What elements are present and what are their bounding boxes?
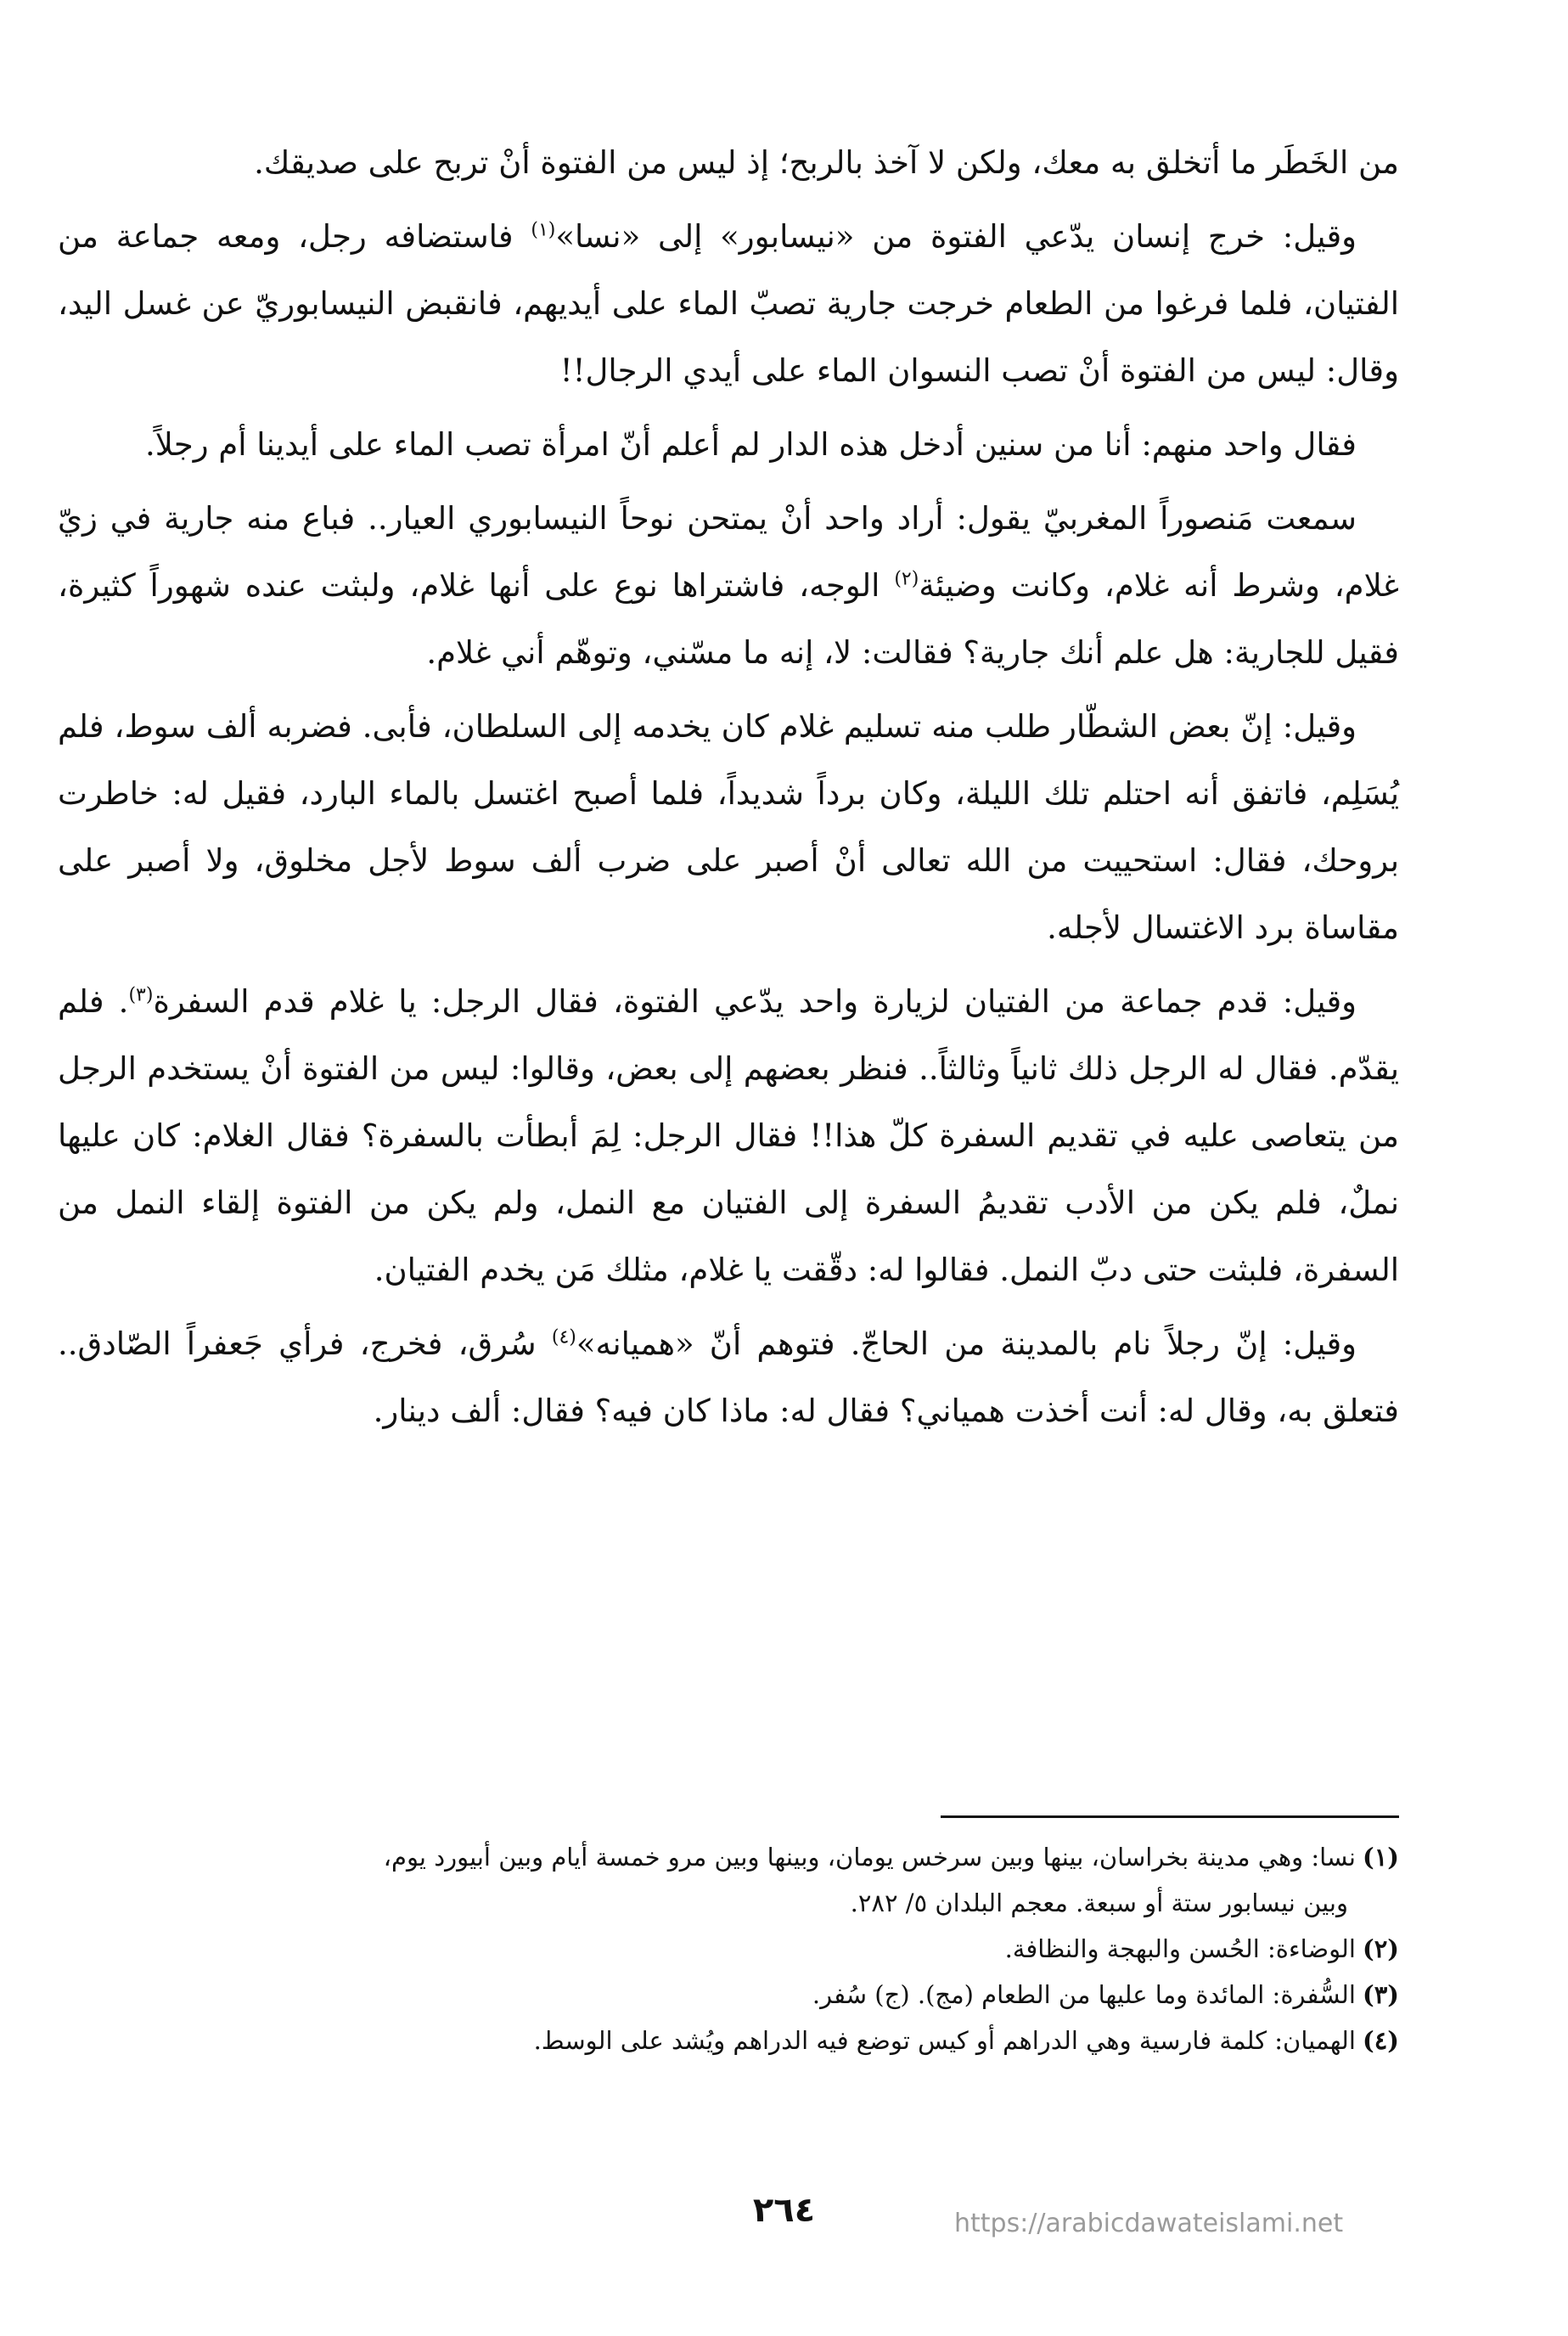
watermark: https://arabicdawateislami.net bbox=[954, 2209, 1344, 2238]
paragraph-text: وقيل: خرج إنسان يدّعي الفتوة من «نيسابور» إلى «نسا» bbox=[555, 218, 1357, 255]
paragraph-1 bbox=[58, 129, 1399, 196]
footnote-ref[interactable]: (٣) bbox=[128, 984, 154, 1006]
paragraph-text: فقال واحد منهم: أنا من سنين أدخل هذه الدار لم أعلم أنّ امرأة تصب الماء على أيدينا أم رجلاً. bbox=[144, 426, 1357, 463]
footnote-text: الهميان: كلمة فارسية وهي الدراهم أو كيس توضع فيه الدراهم ويُشد على الوسط. bbox=[533, 2026, 1356, 2055]
footnotes bbox=[58, 1834, 1399, 2063]
footnote-number: (٣) bbox=[1362, 1980, 1399, 2009]
footnote-1-continuation: وبين نيسابور ستة أو سبعة. معجم البلدان ٥/ ٢٨٢. bbox=[850, 1889, 1348, 1917]
footnote-number: (٤) bbox=[1362, 2026, 1399, 2055]
footnote-3 bbox=[58, 1972, 1399, 2018]
footnote-text: الوضاءة: الحُسن والبهجة والنظافة. bbox=[1004, 1934, 1356, 1963]
footnote-text: نسا: وهي مدينة بخراسان، بينها وبين سرخس يومان، وبينها وبين مرو خمسة أيام وبين أبيورد يوم، bbox=[383, 1843, 1356, 1872]
body-text bbox=[58, 129, 1399, 1451]
paragraph-text: . فلم يقدّم. فقال له الرجل ذلك ثانياً وثالثاً.. فنظر بعضهم إلى بعض، وقالوا: ليس من الفتوة أنْ يستخدم الرجل من يتعاصى عليه في تقديم السفرة كلّ هذا!! فقال الرجل: لِمَ أبطأت بالسفرة؟ فقال الغلام: كان عليها نملٌ، فلم يكن من الأدب تقديمُ السفرة إلى الفتيان مع النمل، ولم يكن من الفتوة إلقاء النمل من السفرة، فلبثت حتى دبّ النمل. فقالوا له: دقّقت يا غلام، مثلك مَن يخدم الفتيان. bbox=[58, 983, 1399, 1288]
paragraph-text: سُرق، فخرج، فرأي جَعفراً الصّادق.. فتعلق به، وقال له: أنت أخذت همياني؟ فقال له: ماذا كان فيه؟ فقال: ألف دينار. bbox=[58, 1326, 1399, 1429]
paragraph-7 bbox=[58, 1310, 1399, 1444]
paragraph-text: وقيل: إنّ رجلاً نام بالمدينة من الحاجّ. فتوهم أنّ «هميانه» bbox=[576, 1326, 1357, 1362]
paragraph-text: من الخَطَر ما أتخلق به معك، ولكن لا آخذ بالربح؛ إذ ليس من الفتوة أنْ تربح على صديقك. bbox=[254, 144, 1399, 181]
paragraph-text: وقيل: قدم جماعة من الفتيان لزيارة واحد يدّعي الفتوة، فقال الرجل: يا غلام قدم السفرة bbox=[153, 983, 1357, 1020]
paragraph-text: فاستضافه رجل، ومعه جماعة من الفتيان، فلما فرغوا من الطعام خرجت جارية تصبّ الماء على أيديهم، فانقبض النيسابوريّ عن غسل اليد، وقال: ليس من الفتوة أنْ تصب النسوان الماء على أيدي الرجال!! bbox=[58, 218, 1399, 389]
footnote-number: (٢) bbox=[1362, 1934, 1399, 1963]
footnote-2 bbox=[58, 1926, 1399, 1972]
paragraph-5 bbox=[58, 693, 1399, 961]
paragraph-3 bbox=[58, 411, 1399, 478]
footnote-text: السُّفرة: المائدة وما عليها من الطعام (مج). (ج) سُفر. bbox=[812, 1980, 1356, 2009]
paragraph-text: سمعت مَنصوراً المغربيّ يقول: أراد واحد أنْ يمتحن نوحاً النيسابوري العيار.. فباع منه جارية في زيّ غلام، وشرط أنه غلام، وكانت وضيئة bbox=[58, 500, 1399, 604]
page-number: ٢٦٤ bbox=[752, 2191, 816, 2230]
paragraph-2 bbox=[58, 203, 1399, 404]
footnote-ref[interactable]: (٢) bbox=[894, 568, 919, 590]
paragraph-text: الوجه، فاشتراها نوع على أنها غلام، ولبثت عنده شهوراً كثيرة، فقيل للجارية: هل علم أنك جارية؟ فقالت: لا، إنه ما مسّني، وتوهّم أني غلام. bbox=[58, 567, 1399, 671]
footnote-4 bbox=[58, 2018, 1399, 2063]
footnote-number: (١) bbox=[1362, 1843, 1399, 1872]
footnote-1 bbox=[58, 1834, 1399, 1880]
footnote-ref[interactable]: (١) bbox=[531, 219, 556, 241]
paragraph-4 bbox=[58, 485, 1399, 686]
paragraph-6 bbox=[58, 968, 1399, 1303]
footnote-ref[interactable]: (٤) bbox=[551, 1326, 576, 1348]
footnote-divider bbox=[941, 1815, 1399, 1818]
paragraph-text: وقيل: إنّ بعض الشطّار طلب منه تسليم غلام كان يخدمه إلى السلطان، فأبى. فضربه ألف سوط، فلم يُسَلِم، فاتفق أنه احتلم تلك الليلة، وكان برداً شديداً، فلما أصبح اغتسل بالماء البارد، فقيل له: خاطرت بروحك، فقال: استحييت من الله تعالى أنْ أصبر على ضرب ألف سوط لأجل مخلوق، ولا أصبر على مقاساة برد الاغتسال لأجله. bbox=[58, 708, 1399, 946]
